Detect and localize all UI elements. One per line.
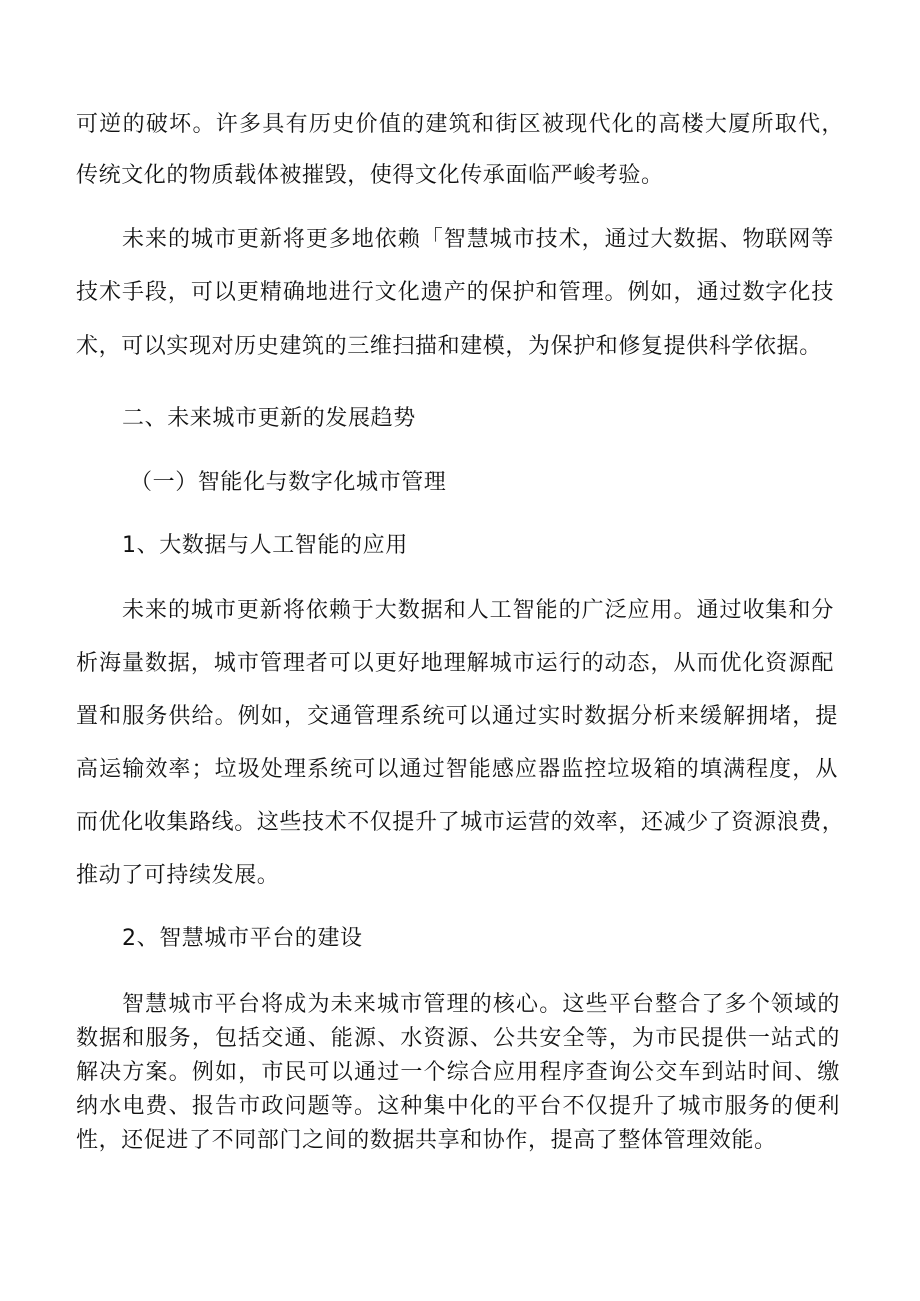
paragraph-3-line-5: 而优化收集路线。这些技术不仅提升了城市运营的效率，还减少了资源浪费，	[76, 810, 845, 835]
subsection-heading: （一）智能化与数字化城市管理	[130, 470, 447, 495]
paragraph-4-line-5: 性，还促进了不同部门之间的数据共享和协作，提高了整体管理效能。	[76, 1128, 777, 1153]
paragraph-4-line-1: 智慧城市平台将成为未来城市管理的核心。这些平台整合了多个领域的	[122, 992, 840, 1017]
paragraph-1-line-1: 可逆的破坏。许多具有历史价值的建筑和街区被现代化的高楼大厦所取代，	[76, 112, 844, 137]
paragraph-3-line-4: 高运输效率；垃圾处理系统可以通过智能感应器监控垃圾箱的填满程度，从	[76, 757, 838, 782]
item-heading-1: 1、大数据与人工智能的应用	[122, 533, 408, 558]
paragraph-2-line-1: 未来的城市更新将更多地依赖「智慧城市技术，通过大数据、物联网等	[122, 227, 834, 252]
paragraph-3-line-6: 推动了可持续发展。	[76, 863, 280, 888]
paragraph-3-line-3: 置和服务供给。例如，交通管理系统可以通过实时数据分析来缓解拥堵，提	[76, 704, 838, 729]
item-heading-2: 2、智慧城市平台的建设	[122, 926, 363, 951]
paragraph-4-line-4: 纳水电费、报告市政问题等。这种集中化的平台不仅提升了城市服务的便利	[76, 1094, 840, 1119]
paragraph-2-line-3: 术，可以实现对历史建筑的三维扫描和建模，为保护和修复提供科学依据。	[76, 334, 822, 359]
paragraph-3-line-2: 析海量数据，城市管理者可以更好地理解城市运行的动态，从而优化资源配	[76, 651, 834, 676]
paragraph-3-line-1: 未来的城市更新将依赖于大数据和人工智能的广泛应用。通过收集和分	[122, 598, 834, 623]
section-heading: 二、未来城市更新的发展趋势	[122, 406, 416, 431]
paragraph-4-line-2: 数据和服务，包括交通、能源、水资源、公共安全等，为市民提供一站式的	[76, 1026, 840, 1051]
paragraph-2-line-2: 技术手段，可以更精确地进行文化遗产的保护和管理。例如，通过数字化技	[76, 280, 834, 305]
paragraph-1-line-2: 传统文化的物质载体被摧毁，使得文化传承面临严峻考验。	[76, 163, 664, 188]
paragraph-4-line-3: 解决方案。例如，市民可以通过一个综合应用程序查询公交车到站时间、缴	[76, 1060, 840, 1085]
